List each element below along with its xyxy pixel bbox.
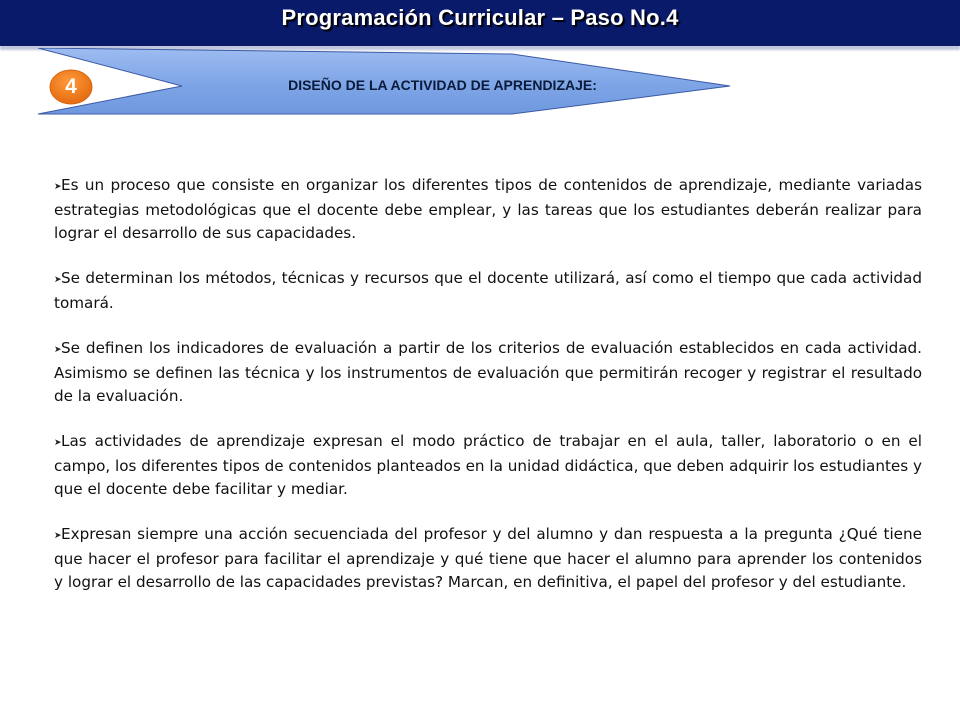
list-item <box>54 523 922 594</box>
list-item <box>54 430 922 501</box>
list-item <box>54 267 922 315</box>
arrowhead-bullet-icon: ➤ <box>54 345 62 355</box>
list-item-text: Es un proceso que consiste en organizar los diferentes tipos de contenidos de aprendizaje, mediante variadas estrategias metodológicas que el docente debe emplear, y las tareas que los estudiantes deberán realizar para lograr el desarrollo de sus capacidades. <box>54 176 922 242</box>
page-title: Programación Curricular – Paso No.4 <box>281 5 679 30</box>
list-item-text: Se definen los indicadores de evaluación a partir de los criterios de evaluación establecidos en cada actividad. Asimismo se definen las técnica y los instrumentos de evaluación que permitirán recoger y registrar el resultado de la evaluación. <box>54 339 922 405</box>
list-item-text: Expresan siempre una acción secuenciada del profesor y del alumno y dan respuesta a la pregunta ¿Qué tiene que hacer el profesor para facilitar el aprendizaje y qué tiene que hacer el alumno para aprender los contenidos y lograr el desarrollo de las capacidades previstas? Marcan, en definitiva, el papel del profesor y del estudiante. <box>54 525 922 591</box>
list-item-text: Las actividades de aprendizaje expresan el modo práctico de trabajar en el aula, taller, laboratorio o en el campo, los diferentes tipos de contenidos planteados en la unidad didáctica, que deben adquirir los estudiantes y que el docente debe facilitar y mediar. <box>54 432 922 498</box>
title-bar <box>0 0 960 46</box>
step-heading: DISEÑO DE LA ACTIVIDAD DE APRENDIZAJE: <box>288 77 597 93</box>
arrowhead-bullet-icon: ➤ <box>54 438 62 448</box>
list-item <box>54 337 922 408</box>
arrowhead-bullet-icon: ➤ <box>54 182 62 192</box>
arrowhead-bullet-icon: ➤ <box>54 275 62 285</box>
list-item-text: Se determinan los métodos, técnicas y recursos que el docente utilizará, así como el tiempo que cada actividad tomará. <box>54 269 922 312</box>
arrowhead-bullet-icon: ➤ <box>54 531 62 541</box>
bullet-list <box>54 174 922 616</box>
step-number: 4 <box>65 75 77 98</box>
list-item <box>54 174 922 245</box>
